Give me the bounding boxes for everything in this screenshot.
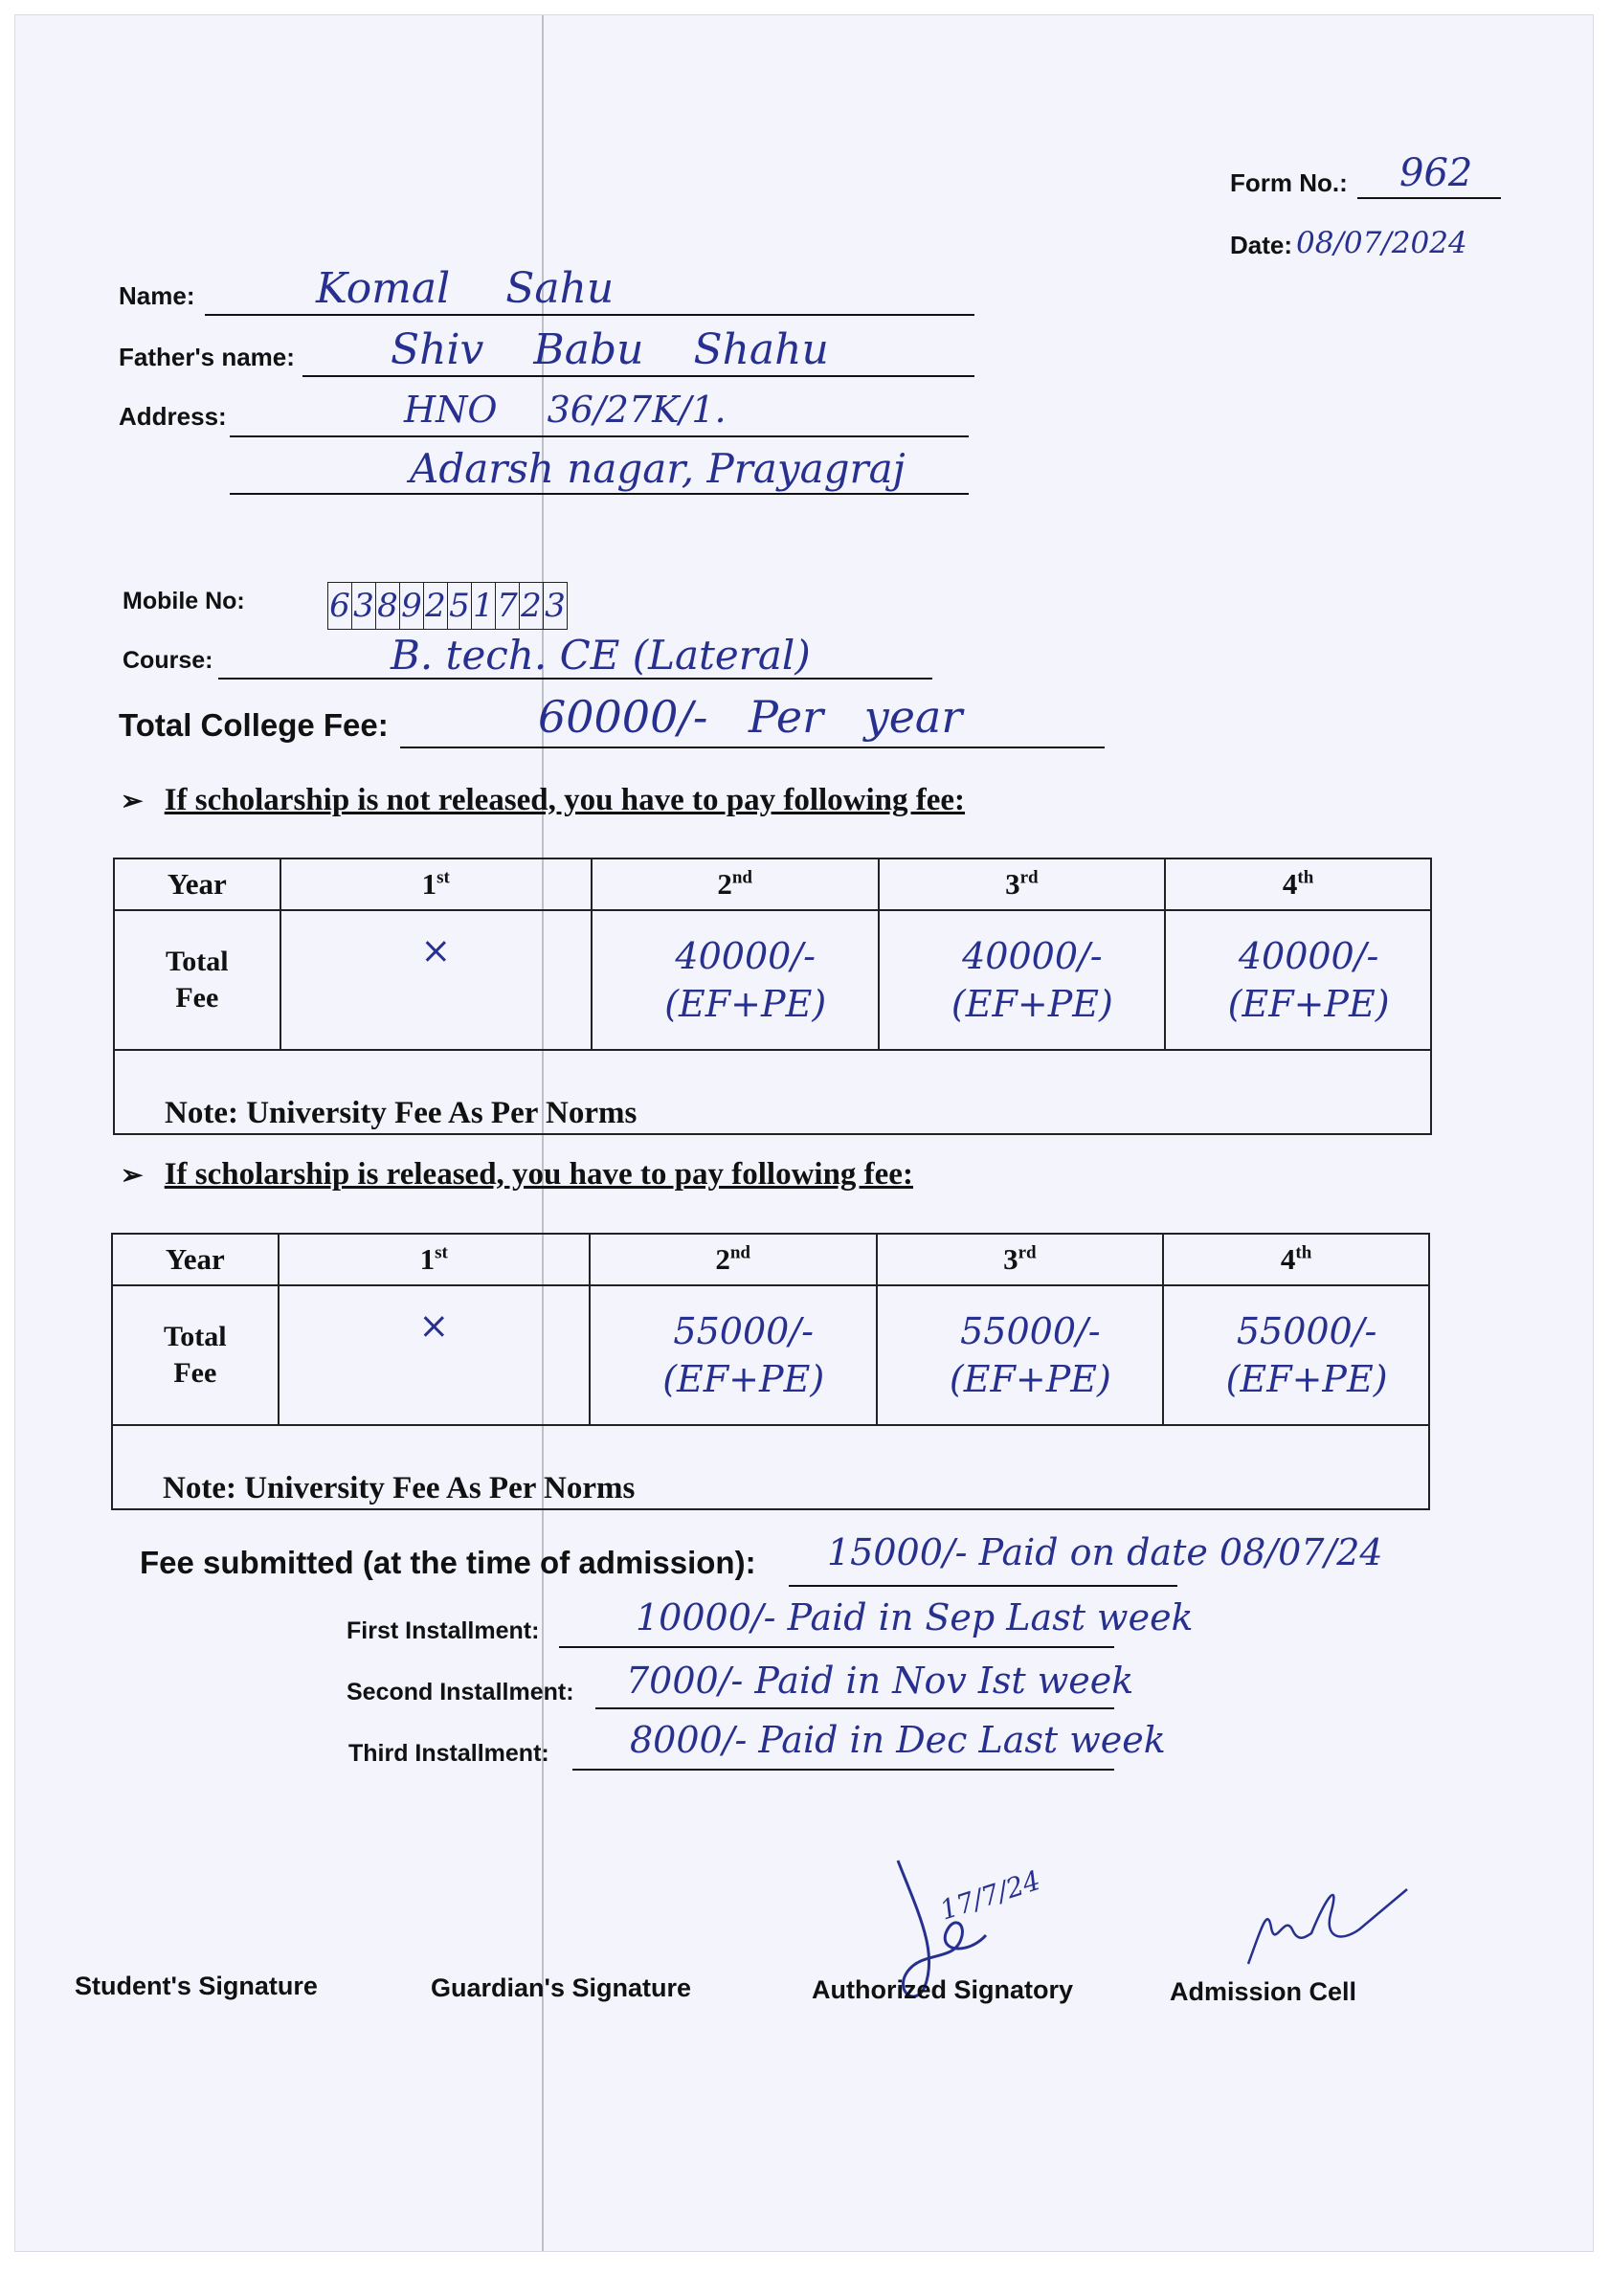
- university-fee-note: Note: University Fee As Per Norms: [114, 1050, 1431, 1134]
- mobile-digit: 3: [352, 583, 376, 629]
- address-label: Address:: [119, 402, 227, 431]
- form-no-value: 962: [1399, 151, 1473, 195]
- date-label: Date:: [1230, 231, 1293, 259]
- fee-table-not-released: [113, 858, 1432, 1135]
- note-row: [112, 1425, 1429, 1509]
- mobile-digit: 8: [376, 583, 400, 629]
- first-installment-underline: [559, 1646, 1114, 1648]
- third-installment-underline: [572, 1769, 1114, 1771]
- mobile-digit: 3: [545, 587, 566, 625]
- mobile-digit-boxes: [327, 582, 568, 630]
- table-header-row: [112, 1234, 1429, 1285]
- year-col-1: 1st: [280, 858, 592, 910]
- note-row: [114, 1050, 1431, 1134]
- admission-cell-signature-mark: [1235, 1876, 1417, 1981]
- arrow-bullet-icon: ➢: [121, 1161, 144, 1191]
- total-fee-row-label: Total Fee: [112, 1285, 279, 1425]
- fee-cell-year-1: ×: [279, 1285, 590, 1425]
- mobile-digit: 7: [496, 583, 520, 629]
- fee-cell-year-3: 55000/- (EF+PE): [877, 1285, 1164, 1425]
- address-underline-1: [230, 435, 969, 437]
- year-col-2: 2nd: [592, 858, 879, 910]
- year-col-4: 4th: [1163, 1234, 1429, 1285]
- form-no-label: Form No.:: [1230, 168, 1348, 197]
- university-fee-note: Note: University Fee As Per Norms: [112, 1425, 1429, 1509]
- second-installment-label: Second Installment:: [347, 1679, 574, 1705]
- father-name-value: Shiv Babu Shahu: [391, 325, 829, 374]
- address-line-1: HNO 36/27K/1.: [404, 389, 727, 431]
- name-value: Komal Sahu: [316, 264, 615, 313]
- total-fee-row: [114, 910, 1431, 1050]
- name-label: Name:: [119, 281, 195, 310]
- address-underline-2: [230, 493, 969, 495]
- section-heading-not-released: ➢ If scholarship is not released, you have to pay following fee:: [121, 783, 966, 817]
- guardian-signature-label: Guardian's Signature: [431, 1973, 691, 2002]
- year-col-3: 3rd: [879, 858, 1166, 910]
- mobile-label: Mobile No:: [123, 588, 245, 614]
- mobile-digit: 6: [328, 583, 352, 629]
- third-installment-label: Third Installment:: [348, 1740, 549, 1767]
- section-heading-released: ➢ If scholarship is released, you have to pay following fee:: [121, 1157, 913, 1192]
- arrow-bullet-icon: ➢: [121, 787, 144, 816]
- fee-cell-year-2: 40000/- (EF+PE): [592, 910, 879, 1050]
- name-underline: [205, 314, 974, 316]
- father-name-underline: [302, 375, 974, 377]
- fee-cell-year-4: 40000/- (EF+PE): [1165, 910, 1431, 1050]
- second-installment-value: 7000/- Paid in Nov Ist week: [626, 1660, 1134, 1702]
- mobile-digit: 9: [400, 583, 424, 629]
- year-header: Year: [114, 858, 280, 910]
- fee-cell-year-1: ×: [280, 910, 592, 1050]
- admission-cell-label: Admission Cell: [1170, 1977, 1357, 2006]
- year-col-3: 3rd: [877, 1234, 1164, 1285]
- second-installment-underline: [595, 1707, 1114, 1709]
- year-header: Year: [112, 1234, 279, 1285]
- student-signature-label: Student's Signature: [75, 1972, 318, 2000]
- total-fee-value: 60000/- Per year: [538, 691, 963, 743]
- fee-cell-year-3: 40000/- (EF+PE): [879, 910, 1166, 1050]
- course-value: B. tech. CE (Lateral): [391, 632, 811, 679]
- first-installment-value: 10000/- Paid in Sep Last week: [636, 1596, 1194, 1638]
- total-fee-row: [112, 1285, 1429, 1425]
- year-col-1: 1st: [279, 1234, 590, 1285]
- date-value: 08/07/2024: [1296, 226, 1467, 260]
- authorized-signature-date: 17/7/24: [935, 1863, 1044, 1927]
- third-installment-value: 8000/- Paid in Dec Last week: [630, 1719, 1166, 1761]
- year-col-2: 2nd: [590, 1234, 877, 1285]
- course-label: Course:: [123, 647, 213, 674]
- fee-cell-year-2: 55000/- (EF+PE): [590, 1285, 877, 1425]
- total-fee-underline: [400, 747, 1105, 748]
- fee-cell-year-4: 55000/- (EF+PE): [1163, 1285, 1429, 1425]
- mobile-digit: 1: [472, 583, 496, 629]
- mobile-digit: 5: [448, 583, 472, 629]
- admission-fee-value: 15000/- Paid on date 08/07/24: [827, 1531, 1383, 1573]
- authorized-signatory-label: Authorized Signatory: [812, 1975, 1074, 2004]
- table-header-row: [114, 858, 1431, 910]
- mobile-digit: 2: [424, 583, 448, 629]
- form-no-underline: [1357, 197, 1501, 199]
- address-line-2: Adarsh nagar, Prayagraj: [410, 445, 906, 492]
- mobile-digit: 2: [520, 583, 544, 629]
- total-fee-label: Total College Fee:: [119, 707, 389, 743]
- admission-fee-underline: [789, 1585, 1177, 1587]
- year-col-4: 4th: [1165, 858, 1431, 910]
- admission-fee-label: Fee submitted (at the time of admission):: [140, 1545, 756, 1580]
- fee-table-released: [111, 1233, 1430, 1510]
- total-fee-row-label: Total Fee: [114, 910, 280, 1050]
- father-name-label: Father's name:: [119, 343, 295, 371]
- first-installment-label: First Installment:: [347, 1617, 540, 1644]
